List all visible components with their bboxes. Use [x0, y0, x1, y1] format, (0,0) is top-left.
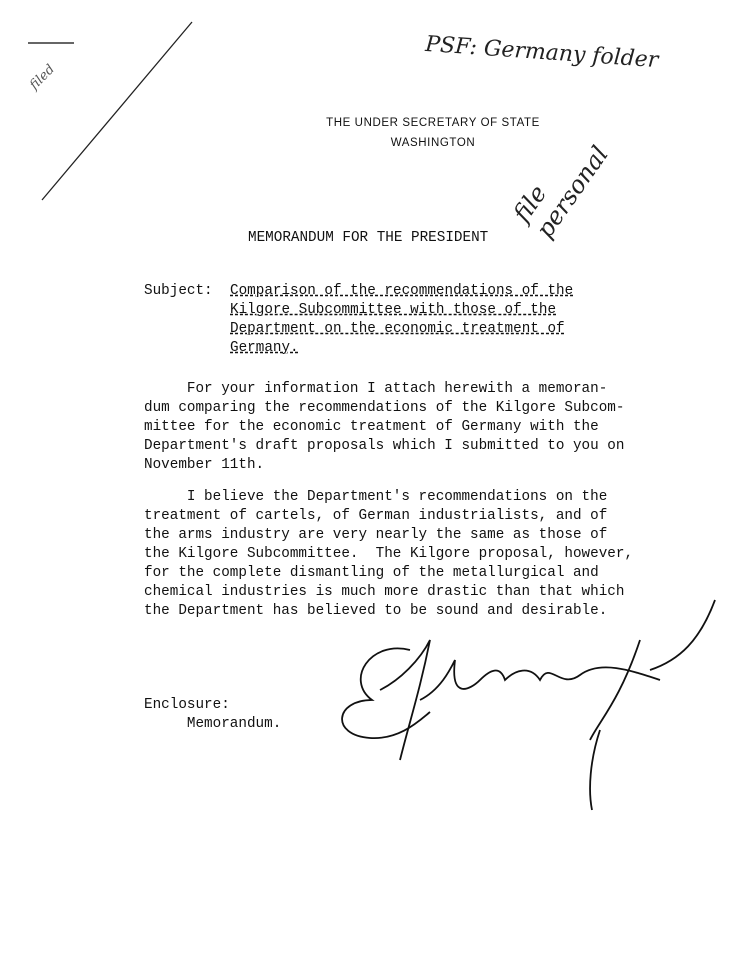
memo-title: MEMORANDUM FOR THE PRESIDENT	[248, 230, 489, 246]
text-line: chemical industries is much more drastic than that which	[144, 584, 625, 600]
text-line: the Kilgore Subcommittee. The Kilgore proposal, however,	[144, 546, 634, 562]
subject-label: Subject:	[144, 283, 213, 299]
text-line: I believe the Department's recommendations on the	[144, 489, 608, 505]
margin-note: filed	[26, 61, 58, 94]
text-line: November 11th.	[144, 457, 265, 473]
text-line: mittee for the economic treatment of Germany with the	[144, 419, 599, 435]
subject-line: Comparison of the recommendations of the	[230, 283, 574, 299]
enclosure-label: Enclosure:	[144, 697, 230, 713]
text-line: For your information I attach herewith a memoran-	[144, 381, 608, 397]
letterhead-city: WASHINGTON	[390, 137, 476, 149]
filing-annotation: PSF: Germany folder	[424, 31, 660, 74]
enclosure-item: Memorandum.	[144, 716, 282, 732]
text-line: the arms industry are very nearly the same as those of	[144, 527, 608, 543]
signature-drawing	[342, 600, 715, 810]
text-line: Department's draft proposals which I submitted to you on	[144, 438, 625, 454]
text-line: dum comparing the recommendations of the Kilgore Subcom-	[144, 400, 625, 416]
letterhead-office: THE UNDER SECRETARY OF STATE	[326, 117, 540, 129]
text-line: for the complete dismantling of the metallurgical and	[144, 565, 599, 581]
handwritten-note: file personal	[507, 140, 614, 244]
diagonal-pen-stroke	[42, 22, 192, 200]
text-line: the Department has believed to be sound and desirable.	[144, 603, 608, 619]
text-line: treatment of cartels, of German industrialists, and of	[144, 508, 608, 524]
subject-line: Department on the economic treatment of	[230, 321, 565, 337]
subject-line: Germany.	[230, 340, 299, 356]
subject-line: Kilgore Subcommittee with those of the	[230, 302, 557, 318]
